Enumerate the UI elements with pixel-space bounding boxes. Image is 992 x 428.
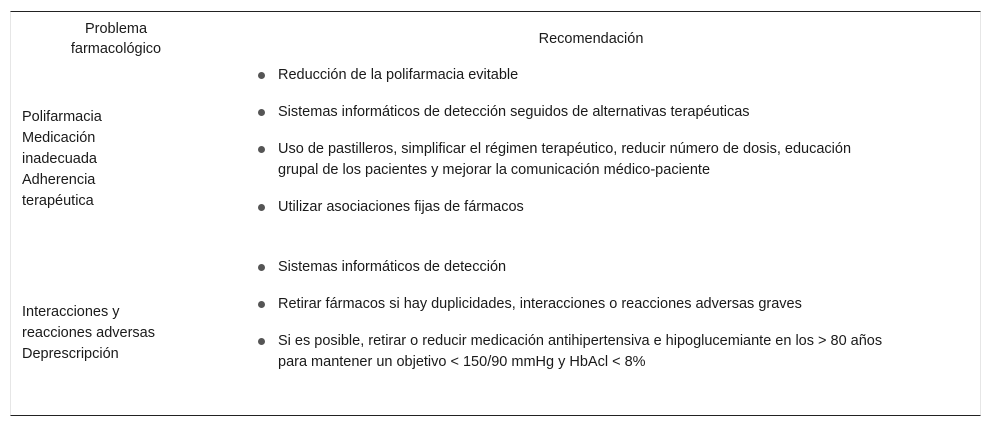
row-2-problem-cell	[22, 302, 155, 365]
bullet-icon	[258, 109, 265, 116]
bullet-icon	[258, 146, 265, 153]
row-2-problem-line: Deprescripción	[22, 346, 119, 362]
row-2-problem-line: reacciones adversas	[22, 325, 155, 341]
row-2-problem-line: Interacciones y	[22, 304, 120, 320]
list-item	[258, 102, 958, 123]
bullet-icon	[258, 301, 265, 308]
list-item	[258, 65, 958, 86]
row-1-problem-line: Polifarmacia	[22, 109, 102, 125]
row-1-problem-line: Medicación	[22, 130, 96, 146]
list-item-text: Sistemas informáticos de detección seguidos de alternativas terapéuticas	[278, 104, 750, 120]
recommendation-table	[10, 11, 981, 416]
list-item-text: Si es posible, retirar o reducir medicación antihipertensiva e hipoglucemiante en los > 80 años	[278, 333, 883, 349]
bullet-icon	[258, 264, 265, 271]
row-1-problem-line: Adherencia	[22, 172, 96, 188]
list-item-text: Uso de pastilleros, simplificar el régimen terapéutico, reducir número de dosis, educación	[278, 141, 852, 157]
bullet-icon	[258, 338, 265, 345]
row-1-problem-cell	[22, 107, 102, 212]
list-item-text: Reducción de la polifarmacia evitable	[278, 67, 519, 83]
list-item-text: grupal de los pacientes y mejorar la comunicación médico-paciente	[278, 162, 711, 178]
list-item	[258, 139, 958, 181]
row-2-recommendation-list	[258, 257, 958, 373]
list-item	[258, 197, 958, 218]
header-recommendation: Recomendación	[538, 31, 644, 47]
list-item-text: Retirar fármacos si hay duplicidades, interacciones o reacciones adversas graves	[278, 296, 802, 312]
row-1-recommendation-list	[258, 65, 958, 218]
header-problem-line-1: Problema	[84, 21, 148, 37]
list-item	[258, 257, 958, 278]
list-item	[258, 331, 958, 373]
list-item-text: para mantener un objetivo < 150/90 mmHg y HbAcl < 8%	[278, 354, 646, 370]
list-item	[258, 294, 958, 315]
row-1-problem-line: terapéutica	[22, 193, 94, 209]
bullet-icon	[258, 72, 265, 79]
row-1-problem-line: inadecuada	[22, 151, 97, 167]
bullet-icon	[258, 204, 265, 211]
header-problem-line-2: farmacológico	[70, 41, 162, 57]
list-item-text: Sistemas informáticos de detección	[278, 259, 507, 275]
list-item-text: Utilizar asociaciones fijas de fármacos	[278, 199, 524, 215]
header-problem	[41, 19, 191, 59]
